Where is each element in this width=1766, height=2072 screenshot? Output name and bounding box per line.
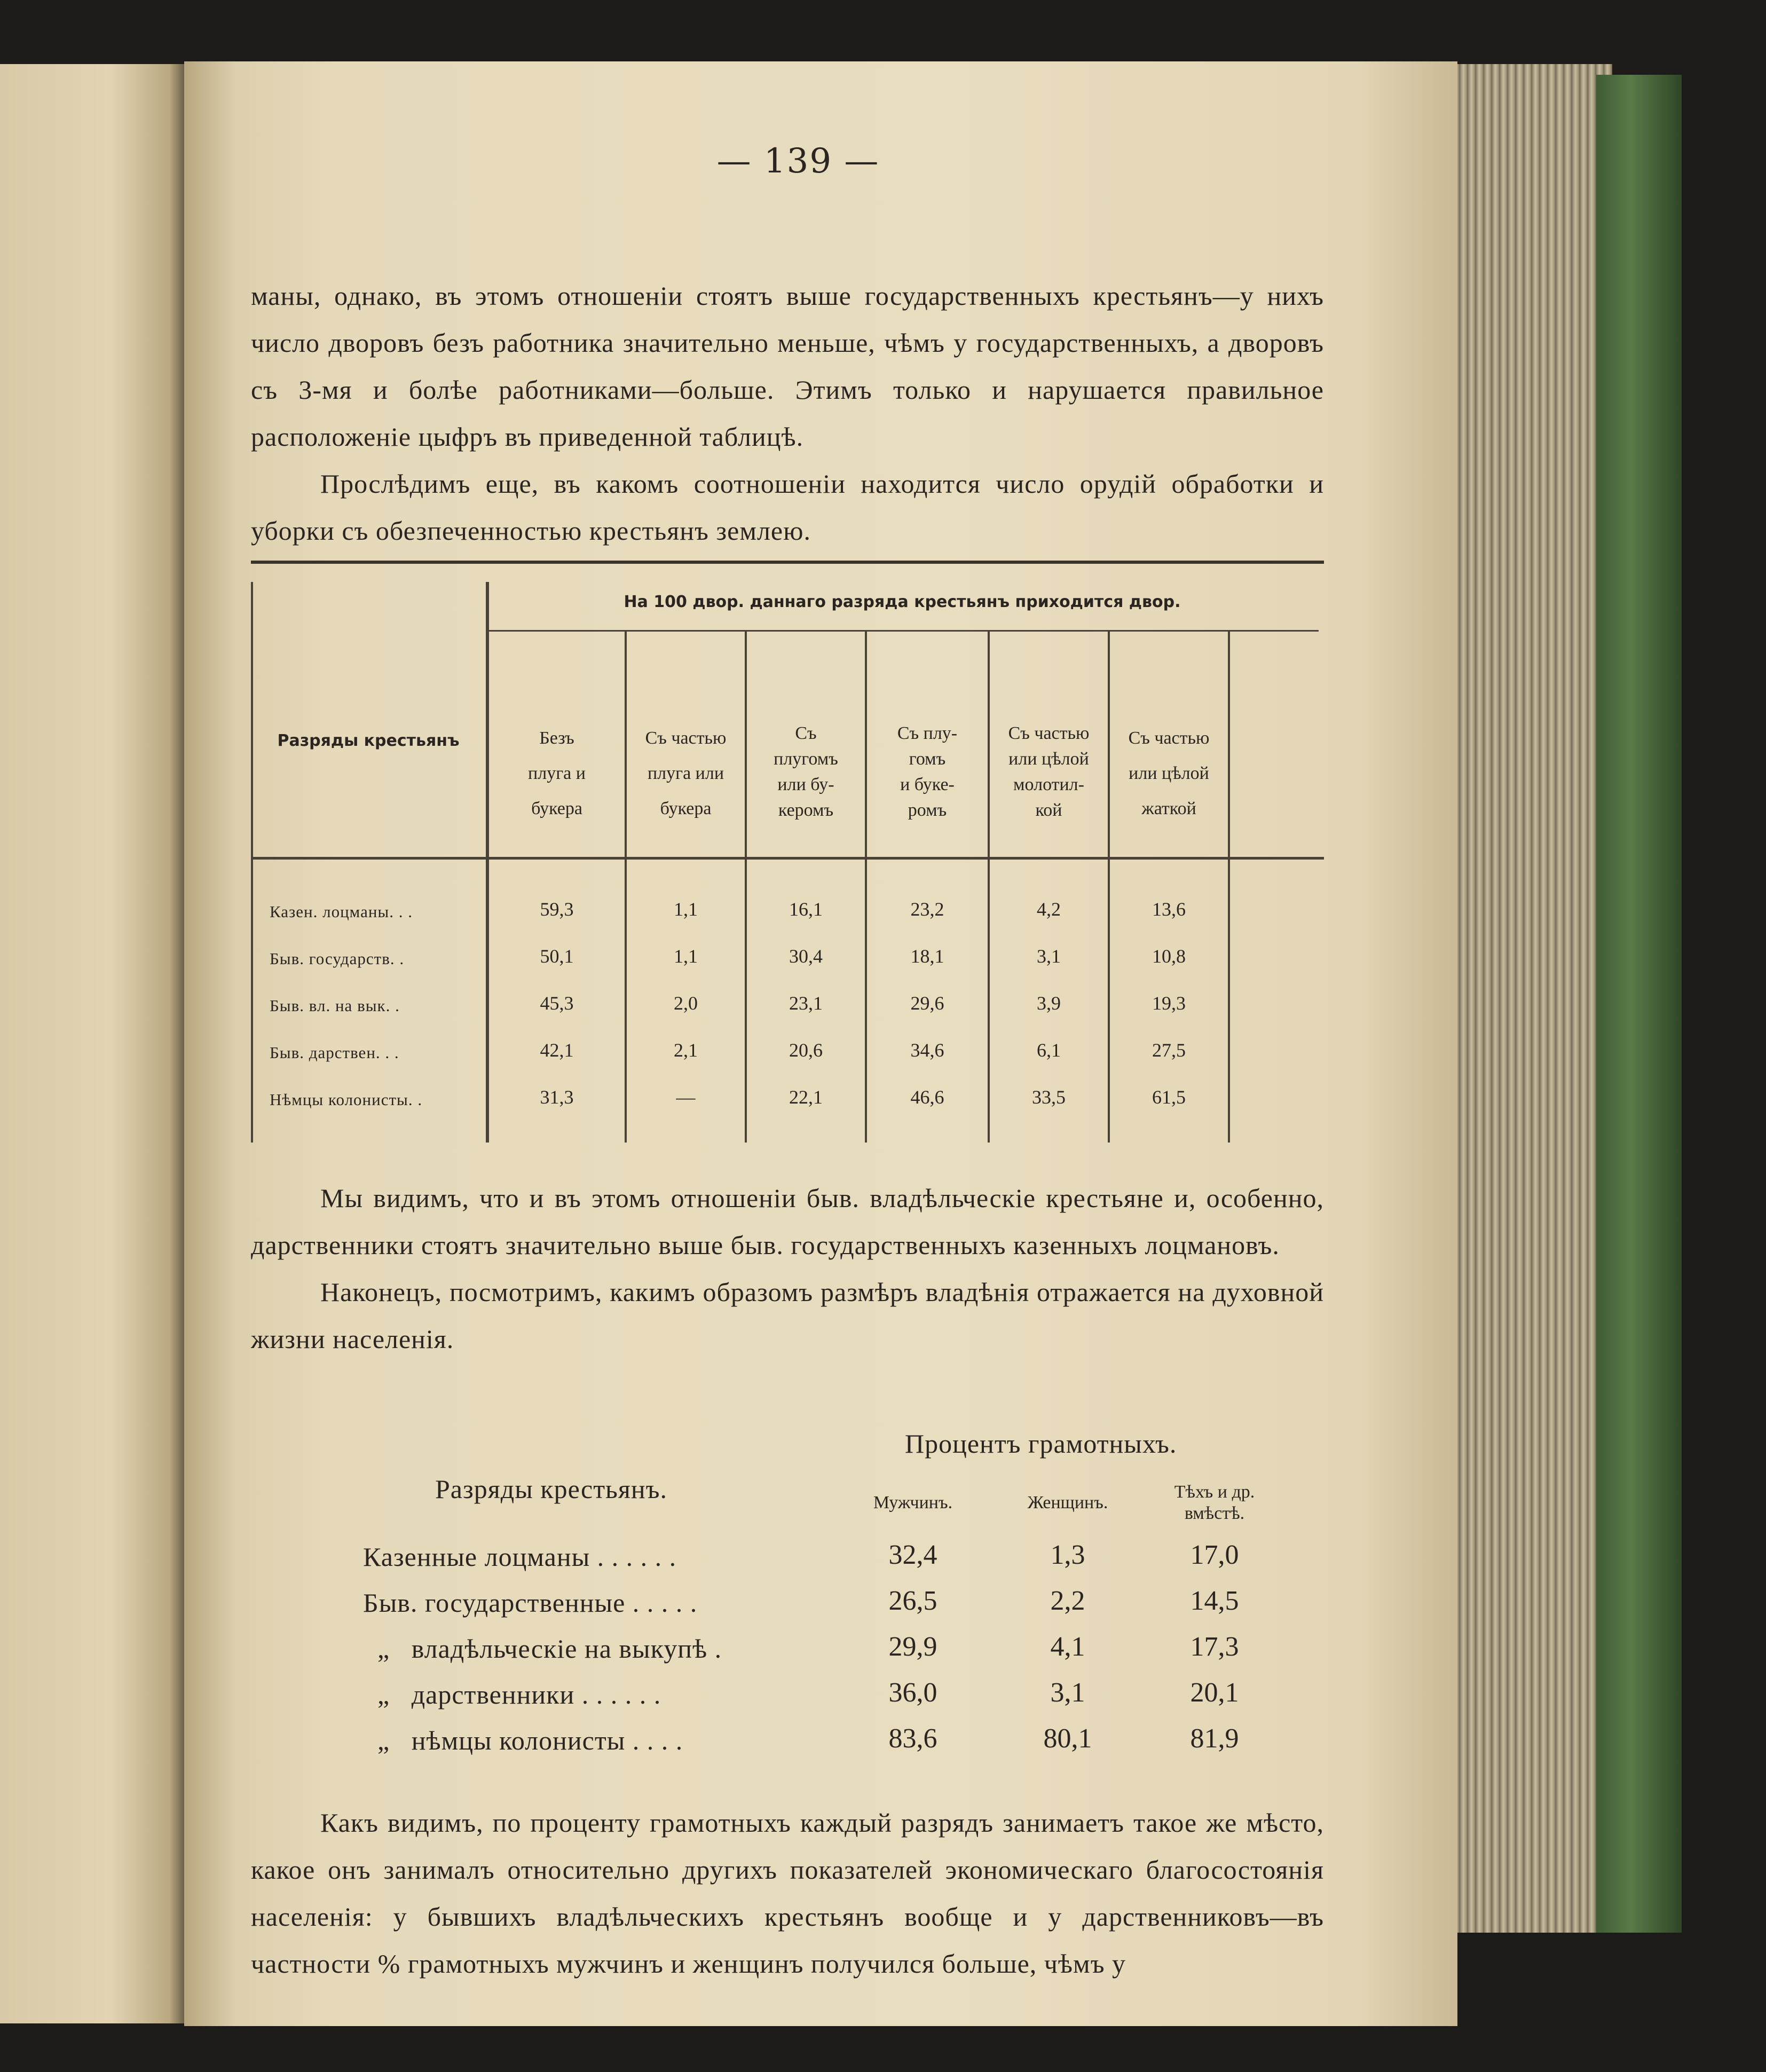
text-block-top: [251, 272, 1324, 554]
column-header: Женщинъ.: [1027, 1493, 1108, 1512]
table-cell: 2,1: [674, 1039, 698, 1061]
table-cell: 14,5: [1190, 1586, 1239, 1616]
table-cell: 29,9: [888, 1632, 937, 1662]
book-cover-board: [1596, 75, 1682, 1933]
table-row-label: Быв. вл. на вык. .: [270, 996, 400, 1015]
table-cell: 4,2: [1037, 899, 1061, 920]
column-header: Съ плугомъ или бу- керомъ: [774, 723, 838, 820]
literacy-table-row-header: Разряды крестьянъ.: [435, 1474, 667, 1504]
table-cell: 4,1: [1050, 1632, 1085, 1662]
book-page-edges: [1452, 64, 1612, 1933]
paragraph: Наконецъ, посмотримъ, какимъ образомъ размѣръ владѣнія отражается на духовной жизни населенія.: [251, 1277, 1324, 1354]
table-cell: 22,1: [789, 1086, 823, 1108]
table-rule: [745, 630, 747, 1143]
table-cell: 2,0: [674, 992, 698, 1014]
table-cell: 59,3: [540, 899, 574, 920]
paragraph: Какъ видимъ, по проценту грамотныхъ каждый разрядъ занимаетъ такое же мѣсто, какое онъ занималъ относительно другихъ показателей экономическаго благосостоянія населенія: у бывшихъ владѣльческихъ крестьянъ вообще и у дарственниковъ—въ частности % грамотныхъ мужчинъ и женщинъ получился больше, чѣмъ у: [251, 1808, 1324, 1979]
table-cell: 81,9: [1190, 1723, 1239, 1754]
table-cell: 23,2: [910, 899, 944, 920]
table-row-label: „ нѣмцы колонисты . . . .: [363, 1726, 683, 1755]
column-header: Безъ плуга и букера: [528, 728, 586, 818]
table-row-label: Быв. государств. .: [270, 949, 405, 968]
table-cell: 33,5: [1032, 1086, 1066, 1108]
table-cell: 1,3: [1050, 1540, 1085, 1570]
table-cell: 6,1: [1037, 1039, 1061, 1061]
table-cell: 10,8: [1152, 946, 1186, 967]
table-cell: 27,5: [1152, 1039, 1186, 1061]
table-cell: 31,3: [540, 1086, 574, 1108]
table-group-header: На 100 двор. даннаго разряда крестьянъ приходится двор.: [624, 593, 1181, 611]
table-cell: 19,3: [1152, 992, 1186, 1014]
text-block-middle: [251, 1175, 1324, 1362]
table-cell: 36,0: [888, 1677, 937, 1708]
table-cell: 61,5: [1152, 1086, 1186, 1108]
table-cell: 26,5: [888, 1586, 937, 1616]
implements-table: [251, 561, 1324, 1164]
paragraph: Мы видимъ, что и въ этомъ отношеніи быв. владѣльческіе крестьяне и, особенно, дарственники стоятъ значительно выше быв. государственныхъ казенныхъ лоцмановъ.: [251, 1183, 1324, 1260]
text-block-bottom: [251, 1799, 1324, 1987]
table-cell: 17,0: [1190, 1540, 1239, 1570]
table-cell: 42,1: [540, 1039, 574, 1061]
column-header: Съ плу- гомъ и буке- ромъ: [897, 723, 958, 820]
table-row-label: Казенные лоцманы . . . . . .: [363, 1542, 677, 1572]
page-number: — 139 —: [716, 141, 880, 181]
table-row-label: Нѣмцы колонисты. .: [270, 1090, 423, 1109]
table-rule: [988, 630, 990, 1143]
table-cell: 30,4: [789, 946, 823, 967]
table-cell: 3,9: [1037, 992, 1061, 1014]
table-rule: [1108, 630, 1110, 1143]
table-cell: 1,1: [674, 946, 698, 967]
table-top-rule: [251, 561, 1324, 564]
table-cell: 32,4: [888, 1540, 937, 1570]
table-rule: [486, 630, 1319, 632]
table-cell: 20,6: [789, 1039, 823, 1061]
table-cell: 13,6: [1152, 899, 1186, 920]
table-cell: 16,1: [789, 899, 823, 920]
table-rule: [251, 582, 253, 1143]
table-cell: 17,3: [1190, 1632, 1239, 1662]
column-header: Тѣхъ и др. вмѣстѣ.: [1174, 1482, 1255, 1523]
table-row-label: „ дарственники . . . . . .: [363, 1680, 661, 1709]
table-cell: —: [676, 1086, 696, 1108]
table-cell: 3,1: [1037, 946, 1061, 967]
table-rule: [625, 630, 627, 1143]
column-header: Съ частью плуга или букера: [645, 728, 727, 818]
table-row-header: Разряды крестьянъ: [277, 731, 460, 750]
table-cell: 34,6: [910, 1039, 944, 1061]
table-row-label: „ владѣльческіе на выкупѣ .: [363, 1634, 722, 1664]
table-cell: 46,6: [910, 1086, 944, 1108]
paragraph: маны, однако, въ этомъ отношеніи стоятъ выше государственныхъ крестьянъ—у нихъ число дворовъ безъ работника значительно меньше, чѣмъ у государственныхъ, а дворовъ съ 3-мя и болѣе работниками—больше. Этимъ только и нарушается правильное расположеніе цыфръ въ приведенной таблицѣ.: [251, 281, 1324, 452]
table-cell: 18,1: [910, 946, 944, 967]
table-rule: [1228, 630, 1230, 1143]
literacy-table-title: Процентъ грамотныхъ.: [905, 1429, 1177, 1459]
paragraph: Прослѣдимъ еще, въ какомъ соотношеніи находится число орудій обработки и уборки съ обезпеченностью крестьянъ землею.: [251, 469, 1324, 546]
table-rule: [865, 630, 867, 1143]
table-cell: 29,6: [910, 992, 944, 1014]
table-cell: 1,1: [674, 899, 698, 920]
previous-page-edge: [0, 64, 184, 2023]
table-cell: 23,1: [789, 992, 823, 1014]
column-header: Съ частью или цѣлой жаткой: [1128, 728, 1210, 818]
column-header: Мужчинъ.: [873, 1493, 953, 1512]
table-cell: 2,2: [1050, 1586, 1085, 1616]
table-row-label: Казен. лоцманы. . .: [270, 902, 413, 921]
table-cell: 83,6: [888, 1723, 937, 1754]
table-cell: 50,1: [540, 946, 574, 967]
table-cell: 80,1: [1043, 1723, 1092, 1754]
table-cell: 20,1: [1190, 1677, 1239, 1708]
table-row-label: Быв. дарствен. . .: [270, 1043, 399, 1062]
column-header: Съ частью или цѣлой молотил- кой: [1008, 723, 1090, 820]
table-cell: 45,3: [540, 992, 574, 1014]
book-page: [184, 61, 1457, 2026]
table-row-label: Быв. государственные . . . . .: [363, 1588, 698, 1618]
table-rule: [251, 857, 1324, 860]
literacy-table: [251, 1428, 1324, 1780]
table-cell: 3,1: [1050, 1677, 1085, 1708]
